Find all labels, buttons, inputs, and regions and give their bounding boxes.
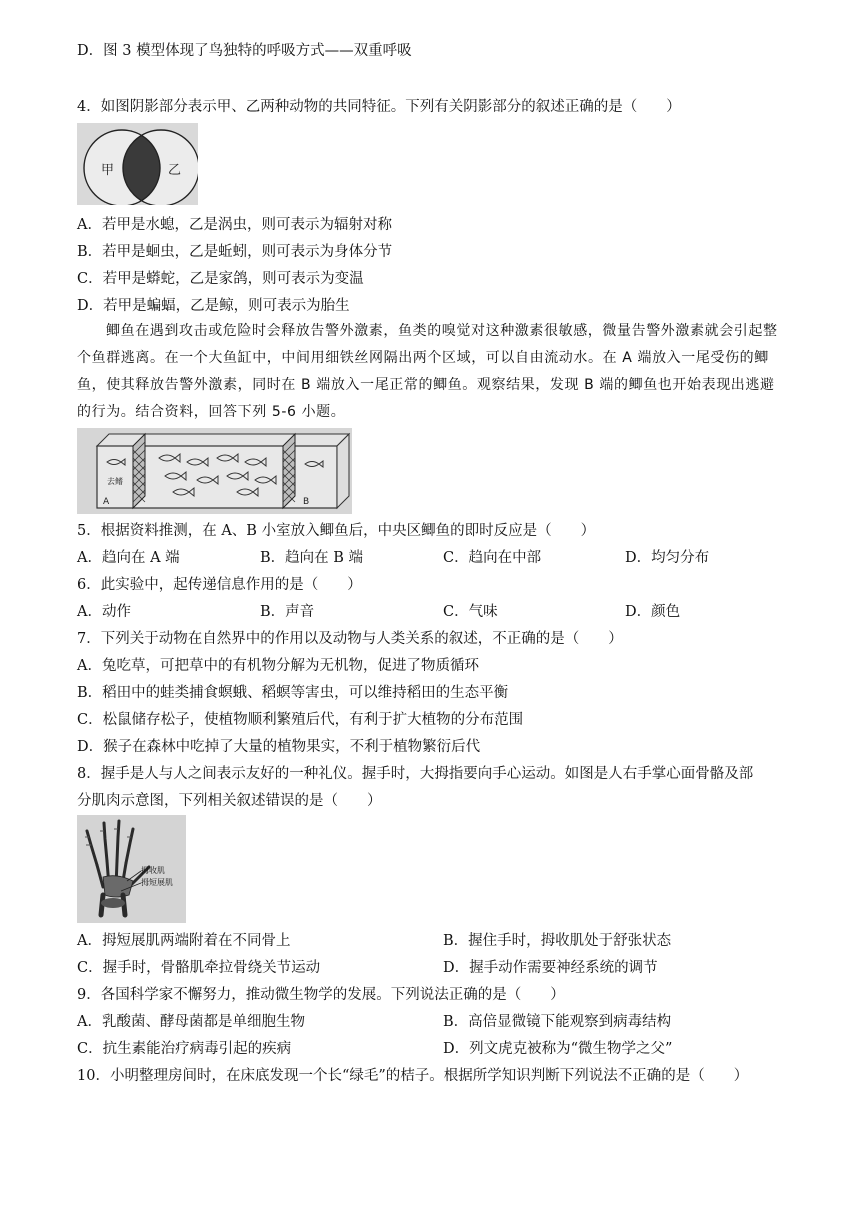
- q4-option-c: C．若甲是蟒蛇，乙是家鸽，则可表示为变温: [77, 271, 364, 287]
- q6-option-d: D．颜色: [625, 604, 681, 620]
- hand-figure: [77, 815, 186, 923]
- thumb-muscles: [103, 876, 133, 897]
- q5-option-b: B．趋向在 B 端: [260, 550, 364, 566]
- venn-diagram: [77, 123, 198, 205]
- q9-option-d: D．列文虎克被称为“微生物学之父”: [443, 1041, 673, 1057]
- q5-option-d: D．均匀分布: [625, 550, 710, 566]
- q8-option-a: A．拇短展肌两端附着在不同骨上: [77, 933, 291, 949]
- tank-label-b: B: [303, 497, 310, 507]
- q8-stem-line1: 8．握手是人与人之间表示友好的一种礼仪。握手时，大拇指要向手心运动。如图是人右手掌心面骨骼及部: [77, 766, 754, 782]
- fish-tank-figure: [77, 428, 352, 514]
- q7-option-b: B．稻田中的蛙类捕食螟蛾、稻螟等害虫，可以维持稻田的生态平衡: [77, 685, 509, 701]
- label-adductor-pollicis: 拇收肌: [141, 866, 165, 875]
- mesh-right: [283, 434, 295, 508]
- venn-label-yi: 乙: [168, 163, 182, 178]
- q7-option-d: D．猴子在森林中吃掉了大量的植物果实，不利于植物繁衍后代: [77, 739, 481, 755]
- tank-label-fish: 去鳍: [107, 477, 123, 486]
- q9-option-b: B．高倍显微镜下能观察到病毒结构: [443, 1014, 672, 1030]
- passage: 鲫鱼在遇到攻击或危险时会释放告警外激素，鱼类的嗅觉对这种激素很敏感，微量告警外激素就会引起整个鱼群逃离。在一个大鱼缸中，中间用细铁丝网隔出两个区域，可以自由流动水。在 A 端放入一尾受伤的鲫鱼，使其释放告警外激素，同时在 B 端放入一尾正常的鲫鱼。观察结果，发现 B 端的鲫鱼也开始表现出逃避的行为。结合资料，回答下列 5-6 小题。: [77, 323, 778, 420]
- q9-option-c: C．抗生素能治疗病毒引起的疾病: [77, 1041, 292, 1057]
- fish-tank-diagram: [77, 428, 352, 514]
- q9-stem: 9．各国科学家不懈努力，推动微生物学的发展。下列说法正确的是（ ）: [77, 987, 565, 1003]
- q6-option-a: A．动作: [77, 604, 131, 620]
- q7-option-c: C．松鼠储存松子，使植物顺利繁殖后代，有利于扩大植物的分布范围: [77, 712, 524, 728]
- q8-option-b: B．握住手时，拇收肌处于舒张状态: [443, 933, 672, 949]
- q7-stem: 7．下列关于动物在自然界中的作用以及动物与人类关系的叙述，不正确的是（ ）: [77, 631, 623, 647]
- q5-option-a: A．趋向在 A 端: [77, 550, 180, 566]
- q4-option-b: B．若甲是蛔虫，乙是蚯蚓，则可表示为身体分节: [77, 244, 393, 260]
- q8-stem-line2: 分肌肉示意图，下列相关叙述错误的是（ ）: [77, 793, 382, 809]
- q6-stem: 6．此实验中，起传递信息作用的是（ ）: [77, 577, 362, 593]
- q5-option-c: C．趋向在中部: [443, 550, 542, 566]
- q5-stem: 5．根据资料推测，在 A、B 小室放入鲫鱼后，中央区鲫鱼的即时反应是（ ）: [77, 523, 596, 539]
- q8-option-c: C．握手时，骨骼肌牵拉骨绕关节运动: [77, 960, 321, 976]
- q4-option-d: D．若甲是蝙蝠，乙是鲸，则可表示为胎生: [77, 298, 350, 314]
- label-abductor-pollicis-brevis: 拇短展肌: [141, 878, 173, 887]
- q4-option-a: A．若甲是水螅，乙是涡虫，则可表示为辐射对称: [77, 217, 392, 233]
- venn-figure: [77, 123, 198, 205]
- q3-option-d: D．图 3 模型体现了鸟独特的呼吸方式——双重呼吸: [77, 43, 412, 59]
- venn-label-jia: 甲: [101, 163, 115, 178]
- q9-option-a: A．乳酸菌、酵母菌都是单细胞生物: [77, 1014, 305, 1030]
- mesh-left: [133, 434, 145, 508]
- q6-option-b: B．声音: [260, 604, 315, 620]
- q6-option-c: C．气味: [443, 604, 498, 620]
- q8-option-d: D．握手动作需要神经系统的调节: [443, 960, 658, 976]
- tank-label-a: A: [103, 497, 110, 507]
- hand-skeleton-diagram: [77, 815, 186, 923]
- q10-stem: 10．小明整理房间时，在床底发现一个长“绿毛”的桔子。根据所学知识判断下列说法不正确的是（ ）: [77, 1068, 749, 1084]
- q7-option-a: A．兔吃草，可把草中的有机物分解为无机物，促进了物质循环: [77, 658, 479, 674]
- q4-stem: 4．如图阴影部分表示甲、乙两种动物的共同特征。下列有关阴影部分的叙述正确的是（ ）: [77, 99, 681, 115]
